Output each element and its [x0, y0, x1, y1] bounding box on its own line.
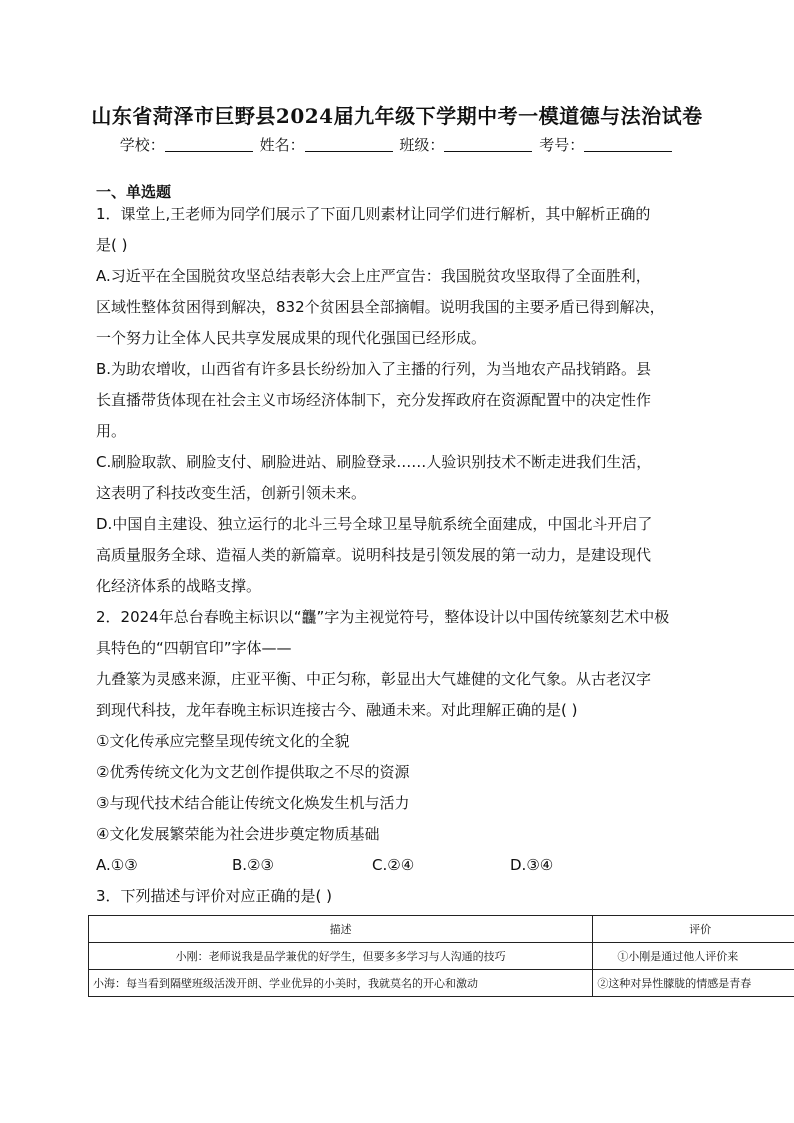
statement-3: ③与现代技术结合能让传统文化焕发生机与活力: [96, 794, 410, 812]
text-line: 一个努力让全体人民共享发展成果的现代化强国已经形成。: [96, 329, 487, 347]
statement-4: ④文化发展繁荣能为社会进步奠定物质基础: [96, 825, 380, 843]
text-line: 长直播带货体现在社会主义市场经济体制下，充分发挥政府在资源配置中的决定性作: [96, 391, 652, 409]
option-c[interactable]: C.②④: [372, 856, 415, 874]
text-line: 具特色的“四朝官印”字体——: [96, 639, 292, 657]
exam-title: 山东省菏泽市巨野县2024届九年级下学期中考一模道德与法治试卷: [91, 104, 703, 128]
table-row: [89, 943, 794, 970]
text-line: 2．2024年总台春晚主标识以“龘”字为主视觉符号，整体设计以中国传统篆刻艺术中极: [96, 608, 670, 626]
header-evaluation: 评价: [593, 916, 794, 943]
statement-1: ①文化传承应完整呈现传统文化的全貌: [96, 732, 350, 750]
text-line: A.习近平在全国脱贫攻坚总结表彰大会上庄严宣告：我国脱贫攻坚取得了全面胜利，: [96, 267, 651, 285]
name-label: 姓名：: [259, 136, 305, 154]
header-description: 描述: [89, 916, 593, 943]
text-line: 用。: [96, 422, 127, 440]
row1-description: 小刚：老师说我是品学兼优的好学生，但要多多学习与人沟通的技巧: [89, 943, 593, 970]
number-label: 考号：: [539, 136, 585, 154]
school-label: 学校：: [119, 136, 165, 154]
statement-2: ②优秀传统文化为文艺创作提供取之不尽的资源: [96, 763, 410, 781]
option-a[interactable]: A.①③: [96, 856, 138, 874]
text-line: D.中国自主建设、独立运行的北斗三号全球卫星导航系统全面建成，中国北斗开启了: [96, 515, 653, 533]
text-line: 1．课堂上,王老师为同学们展示了下面几则素材让同学们进行解析，其中解析正确的: [96, 205, 651, 223]
table-header-row: [89, 916, 794, 943]
text-line: 化经济体系的战略支撑。: [96, 577, 262, 595]
text-line: 高质量服务全球、造福人类的新篇章。说明科技是引领发展的第一动力，是建设现代: [96, 546, 652, 564]
row2-description: 小海：每当看到隔壁班级活泼开朗、学业优异的小美时，我就莫名的开心和激动: [89, 970, 593, 997]
text-line: 区域性整体贫困得到解决，832个贫困县全部摘帽。说明我国的主要矛盾已得到解决，: [96, 298, 665, 316]
row2-evaluation: ②这种对异性朦胧的情感是青春: [593, 970, 794, 997]
text-line: B.为助农增收，山西省有许多县长纷纷加入了主播的行列，为当地农产品找销路。县: [96, 360, 652, 378]
text-line: 到现代科技，龙年春晚主标识连接古今、融通未来。对此理解正确的是( ): [96, 701, 578, 719]
text-line: 九叠篆为灵感来源，庄亚平衡、中正匀称，彰显出大气雄健的文化气象。从古老汉字: [96, 670, 652, 688]
text-line: 这表明了科技改变生活，创新引领未来。: [96, 484, 367, 502]
q3-table: [88, 915, 794, 997]
class-label: 班级：: [399, 136, 445, 154]
q3-stem: 3．下列描述与评价对应正确的是( ): [96, 887, 333, 905]
option-b[interactable]: B.②③: [232, 856, 274, 874]
text-line: C.刷脸取款、刷脸支付、刷脸进站、刷脸登录……人验识别技术不断走进我们生活，: [96, 453, 652, 471]
table-row: [89, 970, 794, 997]
row1-evaluation: ①小刚是通过他人评价来: [593, 943, 794, 970]
option-d[interactable]: D.③④: [510, 856, 554, 874]
text-line: 是( ): [96, 236, 128, 254]
section-heading: 一、单选题: [96, 183, 172, 201]
